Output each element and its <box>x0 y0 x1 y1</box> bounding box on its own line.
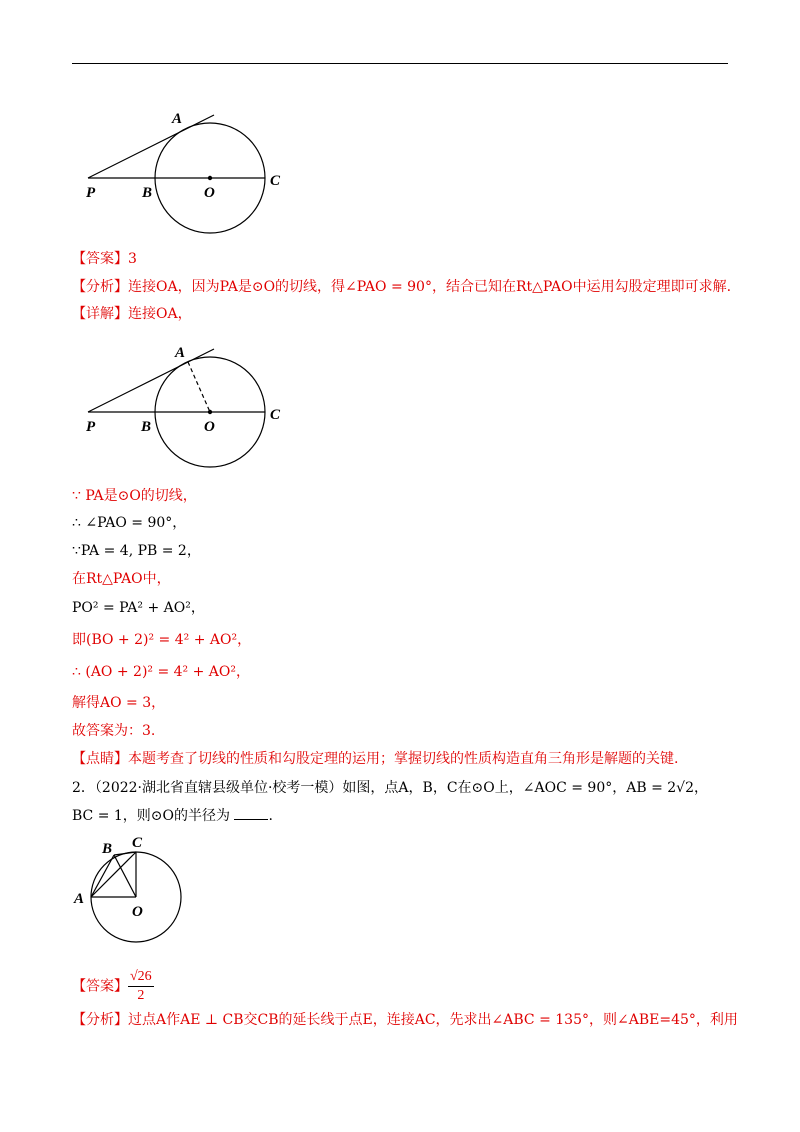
label-b: B <box>142 185 153 201</box>
therefore-angle: ∴ ∠PAO = 90°， <box>72 515 187 531</box>
substitution: 即(BO + 2)² = 4² + AO²， <box>72 632 252 648</box>
comment-1: 【点睛】本题考查了切线的性质和勾股定理的运用；掌握切线的性质构造直角三角形是解题的关键. <box>72 751 679 767</box>
given-lengths: ∵PA = 4, PB = 2， <box>72 543 201 559</box>
label-a: A <box>172 111 183 127</box>
label-b: B <box>102 841 113 857</box>
answer-2: 【答案】 $\frac{√26}{2}$ <box>72 969 152 1003</box>
analysis-1: 【分析】连接OA，因为PA是⊙O的切线，得∠PAO = 90°，结合已知在Rt△PAO中运用勾股定理即可求解. <box>72 279 732 295</box>
analysis-2: 【分析】过点A作AE ⊥ CB交CB的延长线于点E，连接AC，先求出∠ABC = 135°，则∠ABE=45°，利用 <box>72 1012 738 1028</box>
label-a: A <box>175 345 186 361</box>
because-pa-tangent: ∵ PA是⊙O的切线， <box>72 488 197 504</box>
label-c: C <box>132 835 143 851</box>
label-o: O <box>204 185 215 201</box>
solution: 解得AO = 3， <box>72 695 166 711</box>
equation: ∴ (AO + 2)² = 4² + AO²， <box>72 664 251 680</box>
question-2-line2: BC = 1，则⊙O的半径为 . <box>72 808 273 824</box>
answer-blank <box>234 807 268 820</box>
figure-tangent-circle-radius <box>80 340 300 475</box>
label-p: P <box>86 185 96 201</box>
label-c: C <box>270 407 281 423</box>
pythagoras: PO² = PA² + AO²， <box>72 600 205 616</box>
in-triangle: 在Rt△PAO中， <box>72 571 171 587</box>
figure-tangent-circle <box>80 105 300 240</box>
label-p: P <box>86 419 96 435</box>
label-a: A <box>74 891 85 907</box>
label-o: O <box>132 904 143 920</box>
label-c: C <box>270 173 281 189</box>
answer-1: 【答案】3 <box>72 251 137 267</box>
label-b: B <box>141 419 152 435</box>
question-2-line1: 2．（2022·湖北省直辖县级单位·校考一模）如图，点A，B，C在⊙O上，∠AOC = 90°，AB = 2√2， <box>72 780 708 796</box>
figure-circle-triangle <box>70 833 200 948</box>
final-answer: 故答案为：3. <box>72 723 156 739</box>
detail-1: 【详解】连接OA， <box>72 306 192 322</box>
header-rule <box>72 63 728 64</box>
label-o: O <box>204 419 215 435</box>
answer-fraction: $\frac{√26}{2}$ <box>130 969 152 1003</box>
